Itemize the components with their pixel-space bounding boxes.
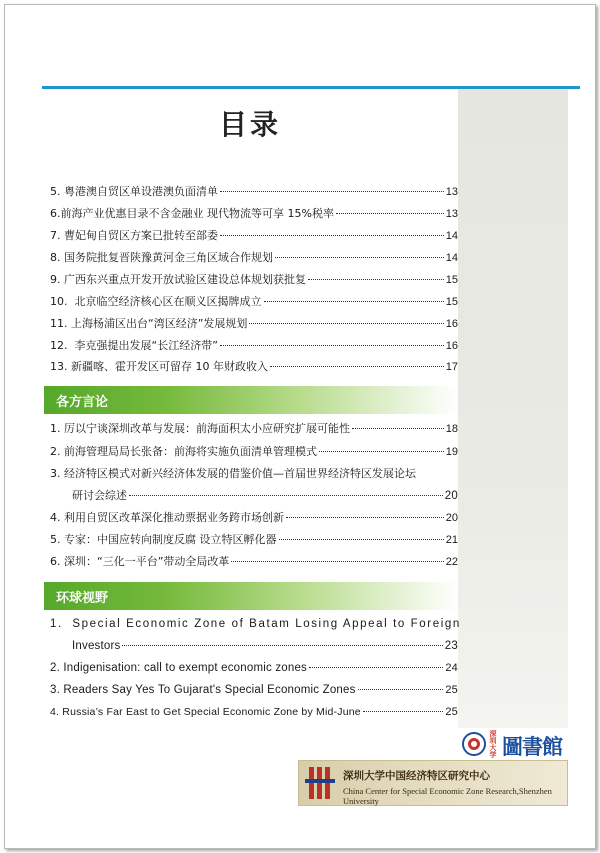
toc-entry[interactable]: 7. 曹妃甸自贸区方案已批转至部委 14 [50,229,458,242]
toc-entry[interactable]: 10. 北京临空经济核心区在顺义区揭牌成立 15 [50,295,458,308]
toc-entry[interactable]: 3. 经济特区模式对新兴经济体发展的借鉴价值—首届世界经济特区发展论坛 [50,467,416,480]
center-name-en: China Center for Special Economic Zone Research,Shenzhen University [343,786,552,806]
toc-entry[interactable]: 2. 前海管理局局长张备：前海将实施负面清单管理模式 19 [50,445,458,458]
toc-entry[interactable]: 6.前海产业优惠目录不含金融业 现代物流等可享 15%税率 13 [50,207,458,220]
toc-entry[interactable]: 3. Readers Say Yes To Gujarat's Special Economic Zones 25 [50,684,458,696]
toc-entry[interactable]: 5. 粤港澳自贸区单设港澳负面清单 13 [50,185,458,198]
center-name-cn: 深圳大学中国经济特区研究中心 [343,770,490,782]
page-title: 目录 [218,108,281,141]
library-name: 圖書館 [502,734,562,759]
university-name: 深圳大学 [489,730,497,758]
toc-entry[interactable]: 12. 李克强提出发展“长江经济带” 16 [50,339,458,352]
toc-entry-continued[interactable]: 研讨会综述 20 [72,489,458,502]
toc-entry[interactable]: 11. 上海杨浦区出台“湾区经济”发展规划 16 [50,317,458,330]
toc-entry[interactable]: 1. Special Economic Zone of Batam Losing Appeal to Foreign [50,618,461,630]
toc-entry-continued[interactable]: Investors 23 [72,640,458,652]
toc-entry[interactable]: 4. 利用自贸区改革深化推动票据业务跨市场创新 20 [50,511,458,524]
header-rule [42,86,580,89]
toc-entry[interactable]: 6. 深圳：“三化一平台”带动全局改革 22 [50,555,458,568]
toc-entry[interactable]: 4. Russia’s Far East to Get Special Economic Zone by Mid-June 25 [50,706,458,718]
section-header-global: 环球视野 [44,582,458,610]
research-center-logo [298,760,568,806]
library-logo [460,728,568,760]
decorative-side-band [458,88,568,728]
toc-entry[interactable]: 5. 专家：中国应转向制度反腐 设立特区孵化器 21 [50,533,458,546]
center-emblem-icon [301,761,341,805]
toc-entry[interactable]: 1. 厉以宁谈深圳改革与发展：前海面积太小应研究扩展可能性 18 [50,422,458,435]
toc-entry[interactable]: 8. 国务院批复晋陕豫黄河金三角区域合作规划 14 [50,251,458,264]
section-header-opinions: 各方言论 [44,386,458,414]
toc-entry[interactable]: 2. Indigenisation: call to exempt economic zones 24 [50,662,458,674]
toc-entry[interactable]: 13. 新疆喀、霍开发区可留存 10 年财政收入 17 [50,360,458,373]
toc-entry[interactable]: 9. 广西东兴重点开发开放试验区建设总体规划获批复 15 [50,273,458,286]
